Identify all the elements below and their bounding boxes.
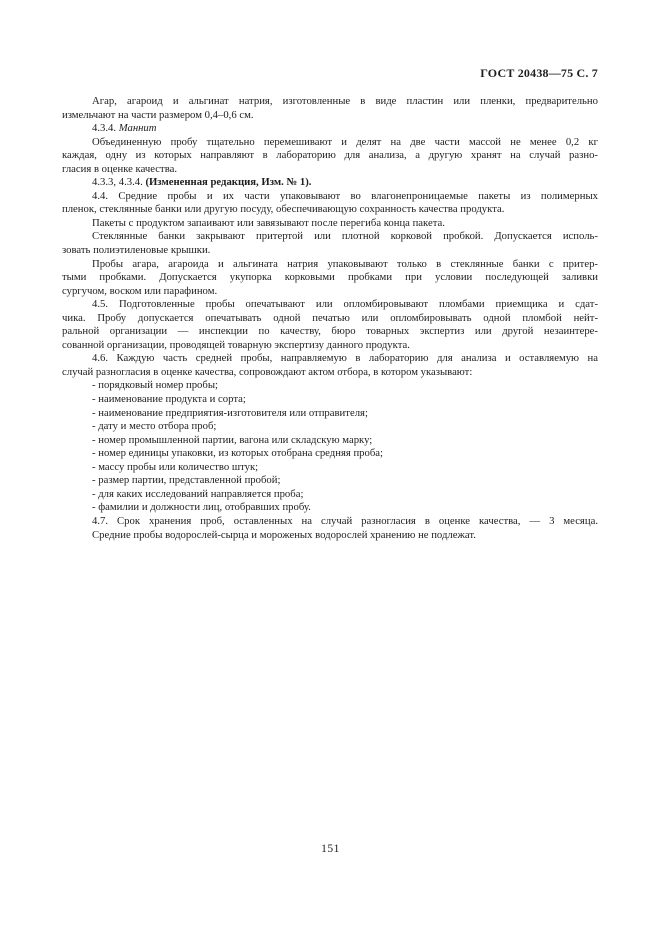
text-line <box>62 312 598 326</box>
text-segment: чика. Пробу допускается опечатывать одной печатью или опломбировывать одной пломбой нейт- <box>62 311 598 324</box>
text-line <box>62 515 598 529</box>
text-segment: (Измененная редакция, Изм. № 1). <box>145 176 312 189</box>
text-line <box>62 163 598 177</box>
text-line <box>62 258 598 272</box>
text-segment: 4.3.3, 4.3.4. <box>92 176 146 189</box>
text-line <box>62 285 598 299</box>
page-header: ГОСТ 20438—75 С. 7 <box>480 66 598 80</box>
text-line <box>62 529 598 543</box>
text-segment: 4.3.4. <box>92 122 119 135</box>
text-line <box>62 339 598 353</box>
text-segment: Средние пробы водорослей-сырца и мороженых водорослей хранению не подлежат. <box>92 528 476 541</box>
text-line <box>62 230 598 244</box>
text-segment: - для каких исследований направляется проба; <box>92 487 304 500</box>
page-number: 151 <box>321 843 340 855</box>
text-segment: 4.5. Подготовленные пробы опечатывают или опломбировывают пломбами приемщика и сдат- <box>92 298 598 311</box>
text-segment: ральной организации — инспекции по качеству, бюро товарных экспертиз или другой незаинтере- <box>62 325 598 338</box>
text-segment: зовать полиэтиленовые крышки. <box>62 244 211 257</box>
text-line <box>62 122 598 136</box>
text-line <box>62 176 598 190</box>
text-segment: Пробы агара, агароида и альгината натрия упаковывают только в стеклянные банки с притер- <box>92 257 598 270</box>
text-segment: Объединенную пробу тщательно перемешивают и делят на две части массой не менее 0,2 кг <box>92 135 598 148</box>
text-line <box>62 474 598 488</box>
text-segment: - массу пробы или количество штук; <box>92 460 259 473</box>
text-segment: Стеклянные банки закрывают притертой или плотной корковой пробкой. Допускается исполь- <box>92 230 598 243</box>
text-line <box>62 271 598 285</box>
text-line <box>62 203 598 217</box>
text-segment: измельчают на части размером 0,4–0,6 см. <box>62 108 254 121</box>
text-line <box>62 379 598 393</box>
text-segment: пленок, стеклянные банки или другую посуду, обеспечивающую сохранность качества продукта. <box>62 203 505 216</box>
text-segment: тыми пробками. Допускается укупорка корковыми пробками при условии последующей заливки <box>62 271 598 284</box>
text-segment: - номер единицы упаковки, из которых отобрана средняя проба; <box>92 447 384 460</box>
text-line <box>62 434 598 448</box>
text-line <box>62 488 598 502</box>
text-line <box>62 298 598 312</box>
text-line <box>62 501 598 515</box>
text-line <box>62 420 598 434</box>
text-segment: - дату и место отбора проб; <box>92 420 217 433</box>
text-segment: 4.4. Средние пробы и их части упаковывают во влагонепроницаемые пакеты из полимерных <box>92 189 598 202</box>
text-line <box>62 393 598 407</box>
text-segment: - фамилии и должности лиц, отобравших пробу. <box>92 501 311 514</box>
text-line <box>62 190 598 204</box>
text-segment: каждая, одну из которых направляют в лабораторию для анализа, а другую хранят на случай разно- <box>62 149 598 162</box>
text-segment: - номер промышленной партии, вагона или складскую марку; <box>92 433 373 446</box>
text-line <box>62 136 598 150</box>
text-segment: Пакеты с продуктом запаивают или завязывают после перегиба конца пакета. <box>92 216 445 229</box>
text-segment: - размер партии, представленной пробой; <box>92 474 281 487</box>
text-line <box>62 447 598 461</box>
text-line <box>62 109 598 123</box>
text-segment: сованной организации, проводящей товарную экспертизу данного продукта. <box>62 338 410 351</box>
text-segment: 4.7. Срок хранения проб, оставленных на случай разногласия в оценке качества, — 3 месяца. <box>92 514 598 527</box>
text-line <box>62 244 598 258</box>
text-segment: Маннит <box>118 122 157 135</box>
text-segment: - наименование предприятия-изготовителя или отправителя; <box>92 406 368 419</box>
text-segment: гласия в оценке качества. <box>62 162 178 175</box>
text-segment: 4.6. Каждую часть средней пробы, направляемую в лабораторию для анализа и оставляемую на <box>92 352 598 365</box>
text-segment: сургучом, воском или парафином. <box>62 284 218 297</box>
text-line <box>62 325 598 339</box>
text-segment: Агар, агароид и альгинат натрия, изготовленные в виде пластин или пленки, предварительно <box>92 95 598 107</box>
text-line <box>62 407 598 421</box>
document-body <box>62 95 598 542</box>
text-line <box>62 352 598 366</box>
text-segment: - наименование продукта и сорта; <box>92 393 246 406</box>
text-line <box>62 461 598 475</box>
text-segment: случай разногласия в оценке качества, сопровождают актом отбора, в котором указывают: <box>62 365 473 378</box>
text-line <box>62 149 598 163</box>
text-line <box>62 95 598 109</box>
text-segment: - порядковый номер пробы; <box>92 379 218 392</box>
text-line <box>62 217 598 231</box>
text-line <box>62 366 598 380</box>
